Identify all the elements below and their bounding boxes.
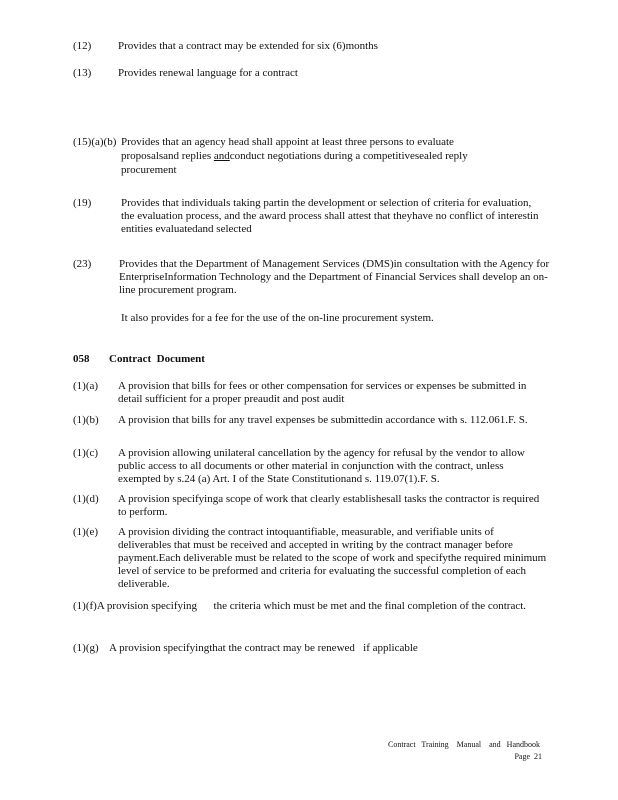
item-number: (1)(f) — [73, 600, 97, 612]
item-text-line — [121, 150, 561, 163]
item-number: (1)(g) — [73, 642, 99, 654]
item-number: (23) — [73, 258, 92, 270]
item-text: A provision allowing unilateral cancellation by the agency for refusal by the vendor to allow public access to all documents or other material in conjunction with the contract, unless exempted by s.24 (a) Art. I of the State Constitutionand s. 119.07(1).F. S. — [118, 447, 525, 485]
item-text-fragment: conduct negotiations during a competitivesealed reply — [229, 150, 468, 162]
item-number: (1)(b) — [73, 414, 99, 426]
section-title: Contract Document — [109, 353, 205, 365]
item-text-line: Provides that an agency head shall appoint at least three persons to evaluate — [121, 136, 454, 148]
item-text: A provision that bills for any travel expenses be submittedin accordance with s. 112.061.F. S. — [118, 414, 528, 426]
underlined-word: and — [213, 150, 230, 162]
item-text: Provides that individuals taking partin the development or selection of criteria for evaluation, the evaluation process, and the award process shall attest that theyhave no conflict of interestin entities evaluatedand selected — [121, 197, 539, 235]
footer-title: Contract Training Manual and Handbook — [388, 740, 540, 749]
item-number: (19) — [73, 197, 92, 209]
item-text: Provides renewal language for a contract — [118, 67, 298, 79]
item-text: A provision that bills for fees or other compensation for services or expenses be submitted in detail sufficient for a proper preaudit and post audit — [118, 380, 527, 405]
item-number: (1)(c) — [73, 447, 99, 459]
item-number: (13) — [73, 67, 92, 79]
item-text — [73, 600, 528, 613]
item-text-body: A provision specifying the criteria which must be met and the final completion of the contract. — [96, 600, 527, 612]
item-number: (12) — [73, 40, 92, 52]
item-text: It also provides for a fee for the use of the on-line procurement system. — [121, 312, 434, 324]
item-number: (1)(d) — [73, 493, 99, 505]
item-text-fragment: proposalsand replies — [121, 150, 214, 162]
item-number: (15)(a)(b) — [73, 136, 117, 148]
item-text: Provides that a contract may be extended for six (6)months — [118, 40, 378, 52]
item-number: (1)(a) — [73, 380, 99, 392]
page-number: Page 21 — [514, 752, 542, 761]
item-text: A provision specifyinga scope of work that clearly establishesall tasks the contractor is required to perform. — [118, 493, 540, 518]
item-text: A provision dividing the contract intoquantifiable, measurable, and verifiable units of deliverables that must be received and accepted in writing by the contract manager before payment.Each deliverable must be related to the scope of work and specifythe required minimum level of service to be preformed and criteria for evaluating the successful completion of each deliverable. — [118, 526, 547, 590]
item-text: A provision specifyingthat the contract may be renewed if applicable — [109, 642, 418, 654]
section-number: 058 — [73, 353, 90, 365]
item-number: (1)(e) — [73, 526, 99, 538]
item-text: Provides that the Department of Management Services (DMS)in consultation with the Agency for EnterpriseInformation Technology and the Department of Financial Services shall develop an on-line procurement program. — [119, 258, 550, 296]
item-text-line: procurement — [121, 164, 177, 176]
